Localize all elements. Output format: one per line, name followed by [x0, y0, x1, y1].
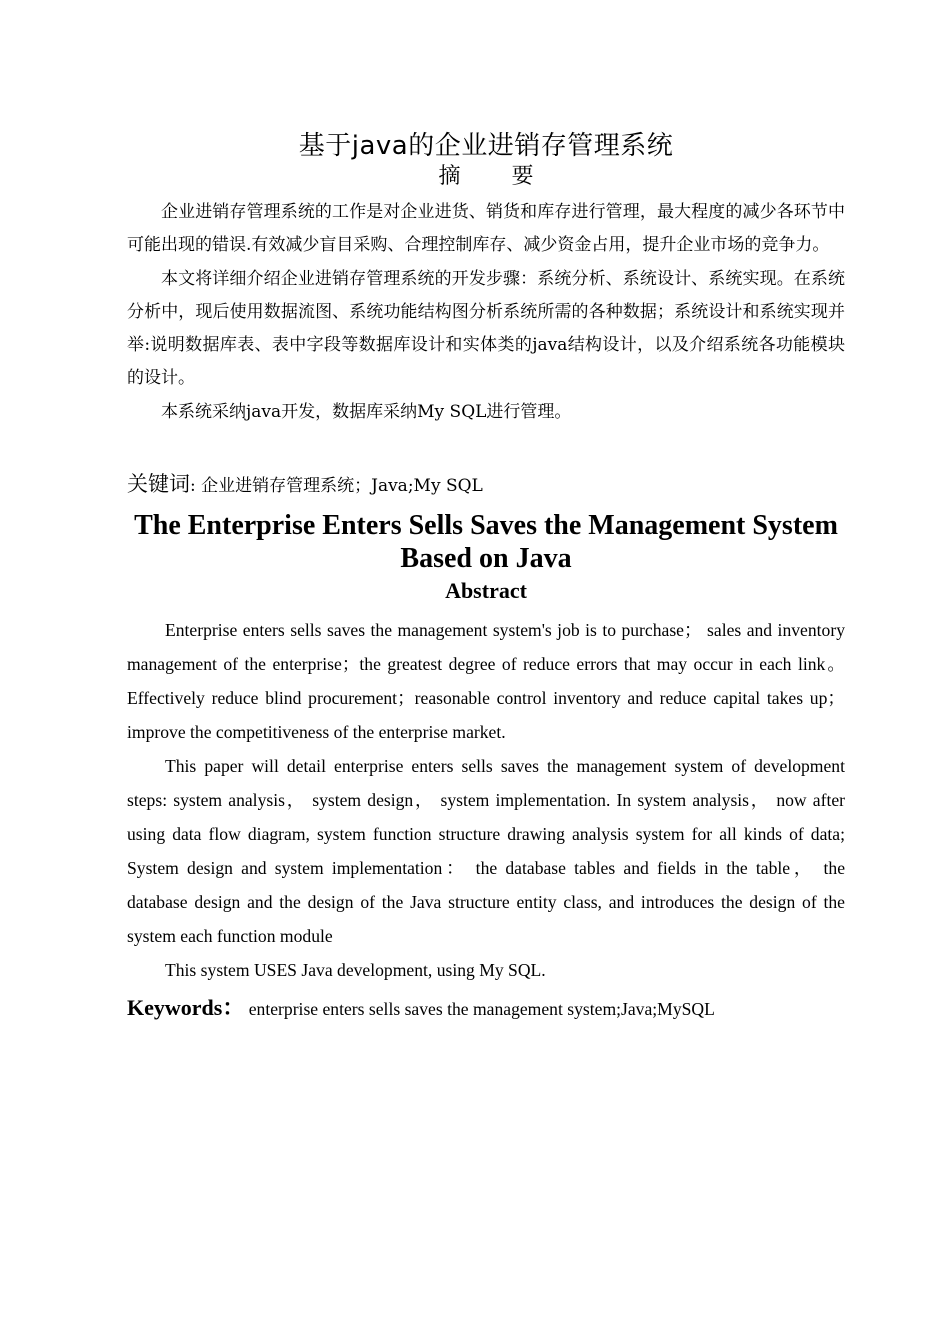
chinese-abstract-paragraph: 企业进销存管理系统的工作是对企业进货、销货和库存进行管理，最大程度的减少各环节中可能出现的错误.有效减少盲目采购、合理控制库存、减少资金占用，提升企业市场的竞争力。	[127, 202, 845, 256]
english-keywords-text: enterprise enters sells saves the management system;Java;MySQL	[248, 999, 715, 1019]
chinese-keywords-text: : 企业进销存管理系统；Java;My SQL	[190, 476, 483, 496]
chinese-title: 基于java的企业进销存管理系统	[298, 131, 674, 161]
english-keywords	[127, 990, 845, 1027]
english-abstract-heading: Abstract	[445, 578, 527, 603]
english-keywords-label: Keywords：	[127, 995, 245, 1020]
english-abstract-body	[127, 613, 845, 987]
english-title: The Enterprise Enters Sells Saves the Management System Based on Java	[134, 510, 838, 574]
chinese-abstract-heading: 摘 要	[438, 164, 534, 189]
chinese-abstract-paragraph: 本文将详细介绍企业进销存管理系统的开发步骤：系统分析、系统设计、系统实现。在系统分析中，现后使用数据流图、系统功能结构图分析系统所需的各种数据；系统设计和系统实现并举:说明数据库表、表中字段等数据库设计和实体类的java结构设计，以及介绍系统各功能模块的设计。	[127, 268, 845, 389]
chinese-keywords	[127, 466, 845, 504]
english-abstract-paragraph: This paper will detail enterprise enters sells saves the management system of development steps: system analysis， system design， system implementation. In system analysis， now after using data flow diagram, system function structure drawing analysis system for all kinds of data; System design and system implementation： the database tables and fields in the table， the database design and the design of the Java structure entity class, and introduces the design of the system each function module	[127, 756, 845, 946]
chinese-keywords-label: 关键词	[127, 472, 190, 496]
english-abstract-paragraph: This system USES Java development, using My SQL.	[165, 960, 546, 980]
english-abstract-paragraph: Enterprise enters sells saves the management system's job is to purchase； sales and inventory management of the enterprise；the greatest degree of reduce errors that may occur in each link。 Effectively reduce blind procurement；reasonable control inventory and reduce capital takes up； improve the competitiveness of the enterprise market.	[127, 620, 845, 742]
chinese-abstract-body	[127, 196, 845, 429]
chinese-abstract-paragraph: 本系统采纳java开发，数据库采纳My SQL进行管理。	[161, 401, 572, 422]
